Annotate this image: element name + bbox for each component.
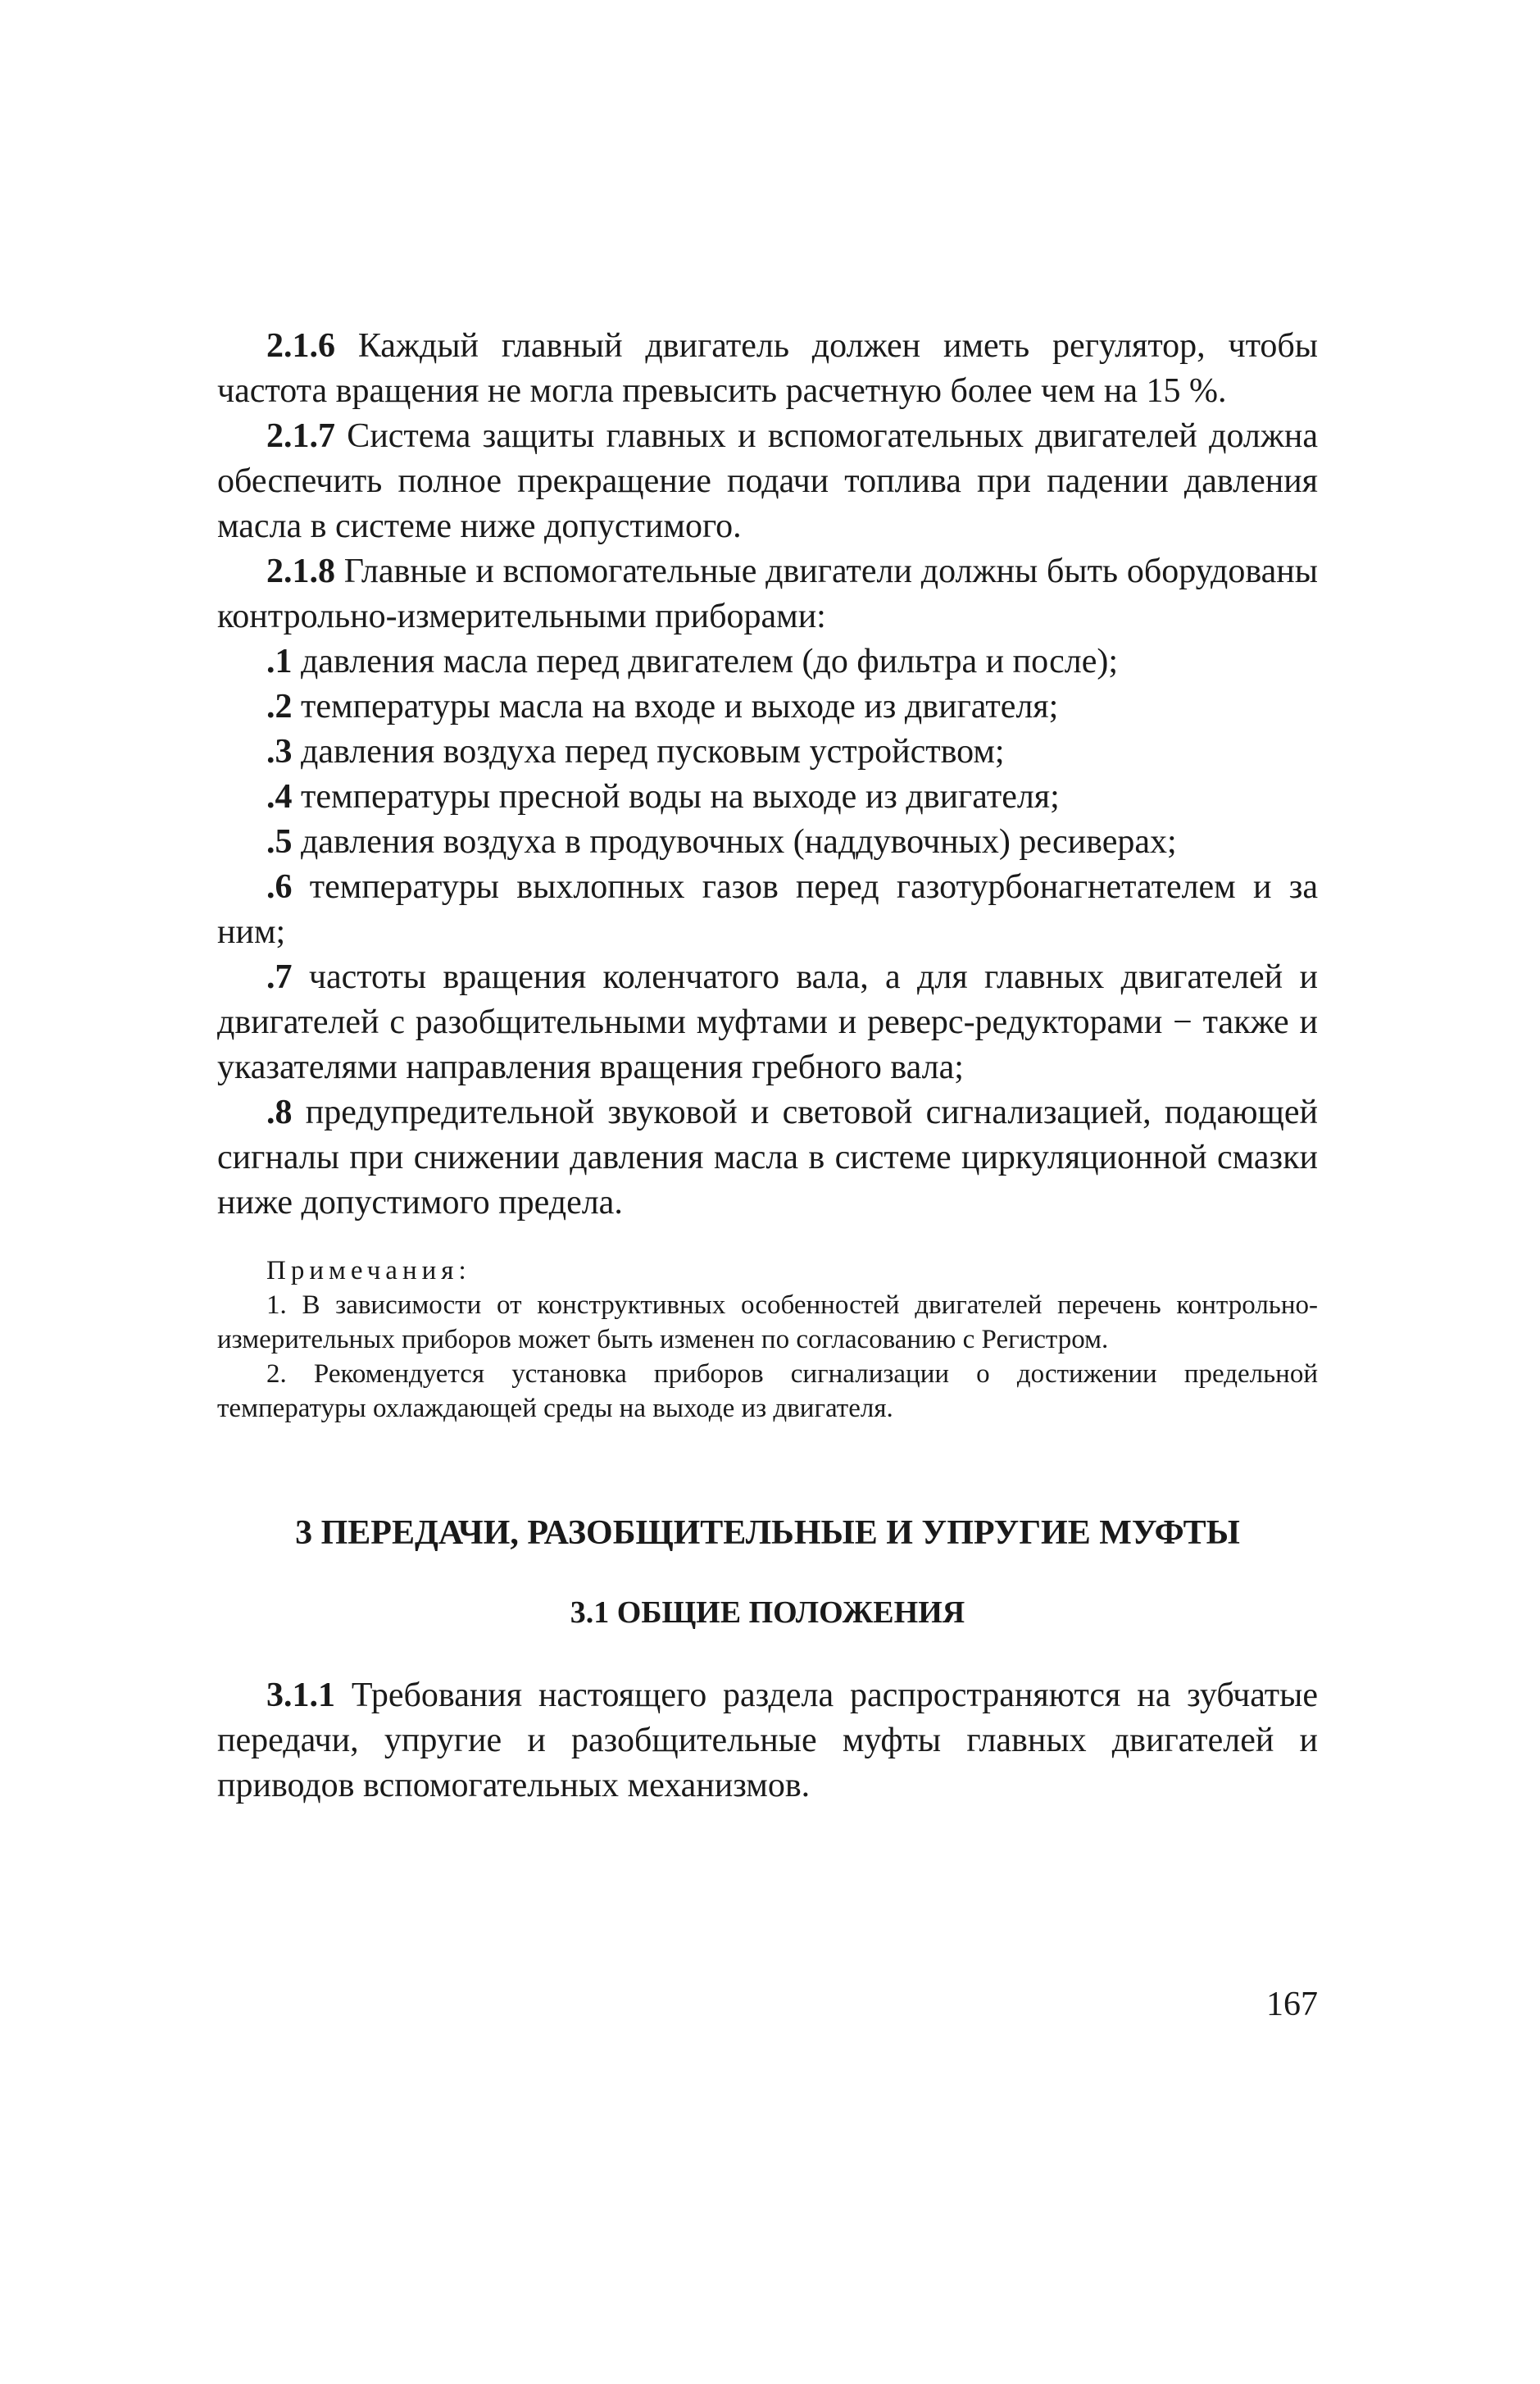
- list-item: [217, 1090, 1318, 1226]
- paragraph-2-1-8: [217, 549, 1318, 639]
- list-item: [217, 685, 1318, 730]
- item-number: .8: [266, 1094, 293, 1131]
- item-text: давления масла перед двигателем (до фильтра и после);: [292, 643, 1119, 680]
- clause-text: Главные и вспомогательные двигатели должны быть оборудованы контрольно-измерительными приборами:: [217, 553, 1318, 635]
- clause-text: Система защиты главных и вспомогательных двигателей должна обеспечить полное прекращение подачи топлива при падении давления масла в системе ниже допустимого.: [217, 417, 1318, 545]
- list-item: [217, 775, 1318, 820]
- note-item: 2. Рекомендуется установка приборов сигнализации о достижении предельной температуры охлаждающей среды на выходе из двигателя.: [217, 1359, 1318, 1423]
- clause-text: Требования настоящего раздела распространяются на зубчатые передачи, упругие и разобщительные муфты главных двигателей и приводов вспомогательных механизмов.: [217, 1677, 1318, 1804]
- item-text: температуры выхлопных газов перед газотурбонагнетателем и за ним;: [217, 868, 1318, 951]
- clause-number: 2.1.7: [266, 417, 335, 455]
- document-page: [217, 324, 1318, 1808]
- list-item: [217, 639, 1318, 685]
- paragraph-3-1-1: [217, 1673, 1318, 1808]
- item-text: давления воздуха в продувочных (наддувочных) ресиверах;: [292, 823, 1177, 861]
- list-item: [217, 955, 1318, 1090]
- item-text: температуры масла на входе и выходе из двигателя;: [292, 688, 1059, 726]
- clause-number: 2.1.8: [266, 553, 335, 590]
- subsection-heading: 3.1 ОБЩИЕ ПОЛОЖЕНИЯ: [570, 1595, 965, 1630]
- item-text: частоты вращения коленчатого вала, а для главных двигателей и двигателей с разобщительными муфтами и реверс-редукторами − также и указателями направления вращения гребного вала;: [217, 958, 1318, 1086]
- clause-text: Каждый главный двигатель должен иметь регулятор, чтобы частота вращения не могла превысить расчетную более чем на 15 %.: [217, 327, 1318, 410]
- item-number: .5: [266, 823, 293, 861]
- item-text: температуры пресной воды на выходе из двигателя;: [292, 778, 1060, 816]
- item-text: давления воздуха перед пусковым устройством;: [292, 733, 1005, 771]
- paragraph-2-1-7: [217, 414, 1318, 549]
- section-heading: 3 ПЕРЕДАЧИ, РАЗОБЩИТЕЛЬНЫЕ И УПРУГИЕ МУФТЫ: [295, 1514, 1240, 1552]
- list-item: [217, 820, 1318, 865]
- paragraph-2-1-6: [217, 324, 1318, 414]
- notes-title: Примечания:: [266, 1256, 471, 1285]
- clause-number: 2.1.6: [266, 327, 335, 365]
- item-number: .7: [266, 958, 293, 996]
- list-item: [217, 730, 1318, 775]
- page-number: 167: [1266, 1986, 1318, 2023]
- item-number: .2: [266, 688, 293, 726]
- list-item: [217, 865, 1318, 955]
- item-number: .3: [266, 733, 293, 771]
- clause-number: 3.1.1: [266, 1677, 335, 1714]
- item-number: .6: [266, 868, 293, 906]
- note-item: 1. В зависимости от конструктивных особенностей двигателей перечень контрольно-измерительных приборов может быть изменен по согласованию с Регистром.: [217, 1290, 1318, 1354]
- item-number: .1: [266, 643, 293, 680]
- item-text: предупредительной звуковой и световой сигнализацией, подающей сигналы при снижении давления масла в системе циркуляционной смазки ниже допустимого предела.: [217, 1094, 1318, 1222]
- item-number: .4: [266, 778, 293, 816]
